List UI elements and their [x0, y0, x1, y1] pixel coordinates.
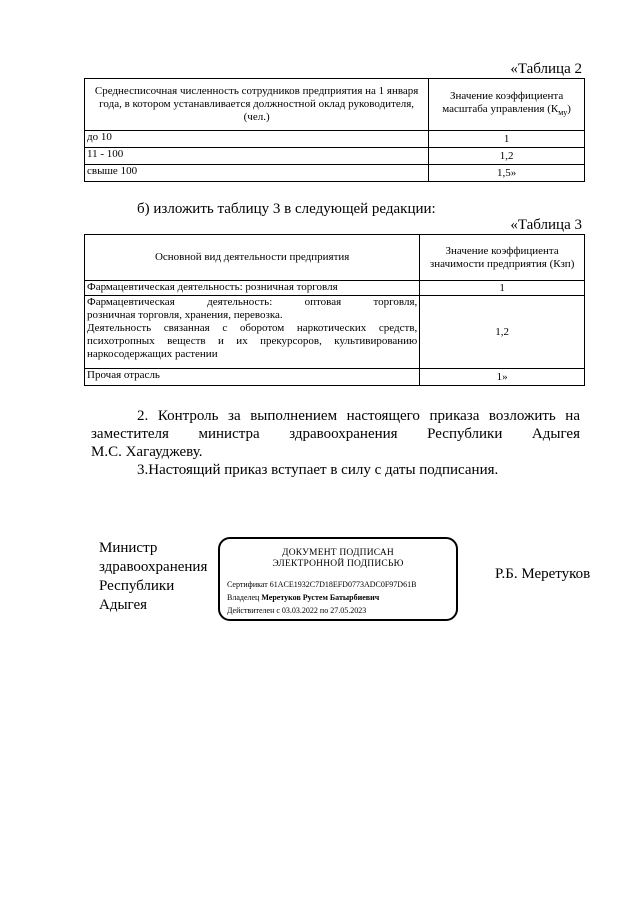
signature-position-line3: Республики [99, 578, 175, 594]
stamp-owner [227, 593, 456, 603]
table-row [85, 165, 585, 182]
table3-row2-line1: Фармацевтическая деятельность: оптовая торговля, [87, 296, 418, 308]
table2-header-col2-text: Значение коэффициента масштаба управления (К [442, 89, 564, 115]
table3-header-col2: Значение коэффициента значимости предприятия (Кзп) [420, 235, 585, 281]
signature-position-line1: Министр [99, 540, 158, 556]
electronic-signature-stamp [218, 537, 458, 621]
intro-b-text: б) изложить таблицу 3 в следующей редакции: [137, 201, 436, 217]
table2-row-value: 1,2 [429, 148, 585, 165]
stamp-title-line1: ДОКУМЕНТ ПОДПИСАН [282, 548, 394, 558]
stamp-valid-label: Действителен с [227, 606, 280, 615]
item2-line1: 2. Контроль за выполнением настоящего приказа возложить на [137, 408, 580, 424]
table-row [85, 281, 585, 296]
table3-header-row [85, 235, 585, 281]
stamp-certificate [227, 580, 456, 590]
table2-header-row [85, 79, 585, 131]
table2-header-col2-sub: му [558, 108, 568, 118]
table-row [85, 296, 585, 369]
signature-name: Р.Б. Меретуков [495, 566, 591, 582]
stamp-valid-to: 27.05.2023 [330, 606, 367, 615]
table3-row2-line4: психотропных веществ и их прекурсоров, культивированию [87, 335, 418, 347]
stamp-cert-value: 61ACE1932C7D18EFD0773ADC0F97D61B [269, 580, 417, 589]
table3-row2-line5: наркосодержащих растении [87, 348, 218, 360]
table3 [84, 234, 585, 386]
signature-position-line4: Адыгея [99, 597, 148, 613]
table3-caption: «Таблица 3 [510, 217, 582, 233]
item3-paragraph: 3.Настоящий приказ вступает в силу с даты подписания. [137, 462, 499, 478]
table2-header-col2 [429, 79, 585, 131]
table3-row1-label: Фармацевтическая деятельность: розничная торговля [85, 281, 420, 296]
table2-header-col1: Среднесписочная численность сотрудников предприятия на 1 января года, в котором устанавливается должностной оклад руководителя, (чел.) [85, 79, 429, 131]
table2-row-label: 11 - 100 [85, 148, 429, 165]
stamp-valid-from: 03.03.2022 [281, 606, 318, 615]
table3-row2-line2: розничная торговля, хранения, перевозка. [87, 309, 283, 321]
table3-row1-value: 1 [420, 281, 585, 296]
table-row [85, 148, 585, 165]
table2-row-value: 1 [429, 131, 585, 148]
table2-row-label: до 10 [85, 131, 429, 148]
table3-row2-line3: Деятельность связанная с оборотом наркотических средств, [87, 322, 418, 334]
table3-header-col1: Основной вид деятельности предприятия [85, 235, 420, 281]
table2 [84, 78, 585, 182]
item2-line2: заместителя министра здравоохранения Республики Адыгея [91, 426, 580, 442]
stamp-owner-value: Меретуков Рустем Батырбиевич [261, 593, 380, 602]
table3-row2-value: 1,2 [420, 296, 585, 369]
table-row [85, 131, 585, 148]
table2-header-col2-suffix: ) [567, 102, 571, 115]
signature-position-line2: здравоохранения [99, 559, 208, 575]
stamp-cert-label: Сертификат [227, 580, 268, 589]
table2-row-label: свыше 100 [85, 165, 429, 182]
table3-row3-value: 1» [420, 369, 585, 386]
item2-line3: М.С. Хагауджеву. [91, 444, 203, 460]
table2-caption: «Таблица 2 [510, 61, 582, 77]
stamp-owner-label: Владелец [227, 593, 260, 602]
stamp-valid-to-label: по [319, 606, 329, 615]
table3-row3-label: Прочая отрасль [85, 369, 420, 386]
table-row [85, 369, 585, 386]
table2-row-value: 1,5» [429, 165, 585, 182]
item2-paragraph [91, 407, 580, 461]
signature-position [99, 539, 207, 615]
table3-row2-label [85, 296, 420, 369]
stamp-title-line2: ЭЛЕКТРОННОЙ ПОДПИСЬЮ [272, 559, 404, 569]
stamp-validity [227, 606, 456, 616]
